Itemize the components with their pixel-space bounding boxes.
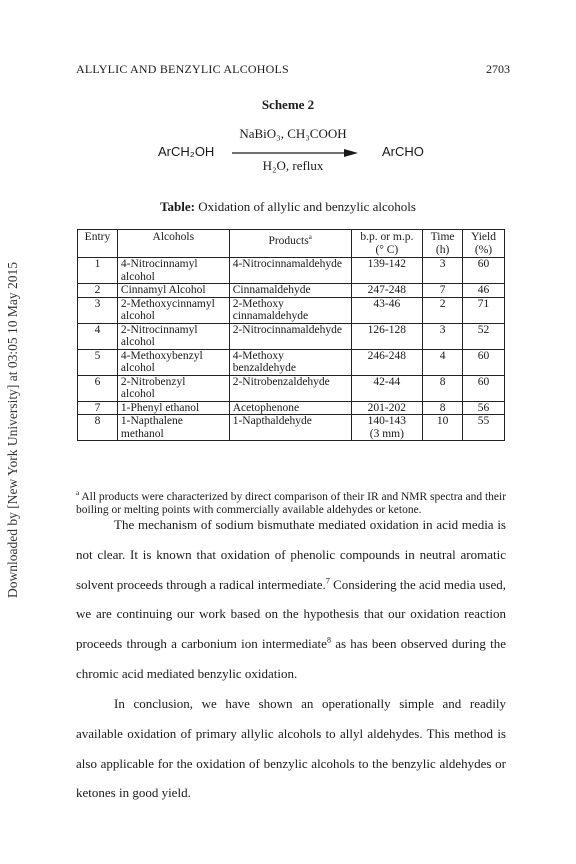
cell-bp: 201-202 bbox=[351, 401, 423, 415]
cell-time: 10 bbox=[423, 415, 463, 441]
page-number: 2703 bbox=[486, 62, 510, 76]
cell-entry: 3 bbox=[78, 297, 118, 323]
cell-bp: 139-142 bbox=[351, 258, 423, 284]
cell-yield: 60 bbox=[463, 258, 505, 284]
cell-product: Acetophenone bbox=[229, 401, 351, 415]
cell-time: 3 bbox=[423, 258, 463, 284]
cell-product: 2-Nitrobenzaldehyde bbox=[229, 375, 351, 401]
cell-product: 1-Napthaldehyde bbox=[229, 415, 351, 441]
cell-product: 4-Nitrocinnamaldehyde bbox=[229, 258, 351, 284]
cell-bp: 247-248 bbox=[351, 284, 423, 298]
cell-alcohol: 1-Napthalene methanol bbox=[117, 415, 229, 441]
cell-time: 8 bbox=[423, 401, 463, 415]
cell-bp: 246-248 bbox=[351, 349, 423, 375]
table-caption bbox=[0, 199, 576, 215]
table-header-row bbox=[78, 230, 505, 258]
reaction-scheme bbox=[0, 118, 576, 188]
table-row bbox=[78, 323, 505, 349]
cell-product: 2-Nitrocinnamaldehyde bbox=[229, 323, 351, 349]
cell-alcohol: 4-Nitrocinnamyl alcohol bbox=[117, 258, 229, 284]
scheme-title: Scheme 2 bbox=[261, 97, 315, 112]
reactant: ArCH₂OH bbox=[158, 144, 215, 159]
cell-yield: 46 bbox=[463, 284, 505, 298]
cell-yield: 55 bbox=[463, 415, 505, 441]
col-header-entry: Entry bbox=[78, 230, 118, 258]
table-row bbox=[78, 297, 505, 323]
table-row bbox=[78, 349, 505, 375]
cell-product: 4-Methoxy benzaldehyde bbox=[229, 349, 351, 375]
cell-time: 4 bbox=[423, 349, 463, 375]
paragraph-conclusion: In conclusion, we have shown an operationally simple and readily available oxidation of primary allylic alcohols to allyl aldehydes. This method is also applicable for the oxidation of benzylic alcohols to the benzylic aldehydes or ketones in good yield. bbox=[76, 696, 506, 801]
cell-product: 2-Methoxy cinnamaldehyde bbox=[229, 297, 351, 323]
reaction-arrow-icon bbox=[232, 148, 358, 158]
cell-alcohol: Cinnamyl Alcohol bbox=[117, 284, 229, 298]
table-caption-text: Oxidation of allylic and benzylic alcohols bbox=[194, 199, 416, 214]
download-watermark-text: Downloaded by [New York University] at 03:05 10 May 2015 bbox=[5, 262, 20, 598]
running-title: ALLYLIC AND BENZYLIC ALCOHOLS bbox=[76, 62, 289, 76]
reference-7: 7 bbox=[325, 576, 330, 586]
table-row bbox=[78, 284, 505, 298]
reagents-below-arrow: H₂O, reflux bbox=[262, 158, 324, 173]
table-row bbox=[78, 258, 505, 284]
cell-bp: 42-44 bbox=[351, 375, 423, 401]
results-table bbox=[77, 229, 505, 441]
cell-bp: 43-46 bbox=[351, 297, 423, 323]
col-header-alcohols: Alcohols bbox=[117, 230, 229, 258]
table-row bbox=[78, 415, 505, 441]
table-row bbox=[78, 401, 505, 415]
cell-entry: 8 bbox=[78, 415, 118, 441]
cell-yield: 71 bbox=[463, 297, 505, 323]
reagents-above-arrow: NaBiO₃, CH₃COOH bbox=[239, 126, 347, 141]
products-footnote-marker: a bbox=[308, 233, 312, 241]
cell-yield: 60 bbox=[463, 375, 505, 401]
col-header-yield: Yield (%) bbox=[463, 230, 505, 258]
cell-bp: 126-128 bbox=[351, 323, 423, 349]
cell-alcohol: 2-Nitrocinnamyl alcohol bbox=[117, 323, 229, 349]
cell-entry: 7 bbox=[78, 401, 118, 415]
cell-time: 3 bbox=[423, 323, 463, 349]
paragraph-mechanism: The mechanism of sodium bismuthate mediated oxidation in acid media is not clear. It is known that oxidation of phenolic compounds in neutral aromatic solvent proceeds through a radical intermediate.$^7$ Considering the acid media used, we are continuing our work based on the hypothesis that our oxidation reaction proceeds through a carbonium ion intermediate$^8$ as has been observed during the chromic acid mediated benzylic oxidation. bbox=[76, 517, 506, 681]
cell-yield: 60 bbox=[463, 349, 505, 375]
cell-time: 7 bbox=[423, 284, 463, 298]
footnote-marker: a bbox=[76, 489, 80, 497]
cell-bp: 140-143 (3 mm) bbox=[351, 415, 423, 441]
cell-entry: 2 bbox=[78, 284, 118, 298]
cell-alcohol: 2-Methoxycinnamyl alcohol bbox=[117, 297, 229, 323]
cell-time: 2 bbox=[423, 297, 463, 323]
reference-8: 8 bbox=[326, 635, 331, 645]
download-watermark bbox=[6, 250, 20, 610]
cell-entry: 4 bbox=[78, 323, 118, 349]
cell-alcohol: 4-Methoxybenzyl alcohol bbox=[117, 349, 229, 375]
table-row bbox=[78, 375, 505, 401]
footnote-text: All products were characterized by direct comparison of their IR and NMR spectra and their boiling or melting points with commercially available aldehydes or ketone. bbox=[76, 490, 507, 517]
product: ArCHO bbox=[382, 144, 424, 159]
cell-product: Cinnamaldehyde bbox=[229, 284, 351, 298]
cell-alcohol: 2-Nitrobenzyl alcohol bbox=[117, 375, 229, 401]
col-header-time: Time (h) bbox=[423, 230, 463, 258]
cell-yield: 52 bbox=[463, 323, 505, 349]
col-header-bp: b.p. or m.p. (° C) bbox=[351, 230, 423, 258]
cell-entry: 1 bbox=[78, 258, 118, 284]
col-header-products: Products$^a$ bbox=[229, 230, 351, 258]
cell-time: 8 bbox=[423, 375, 463, 401]
table-caption-label: Table: bbox=[160, 199, 195, 214]
cell-alcohol: 1-Phenyl ethanol bbox=[117, 401, 229, 415]
cell-yield: 56 bbox=[463, 401, 505, 415]
table-body bbox=[78, 258, 505, 441]
cell-entry: 5 bbox=[78, 349, 118, 375]
cell-entry: 6 bbox=[78, 375, 118, 401]
